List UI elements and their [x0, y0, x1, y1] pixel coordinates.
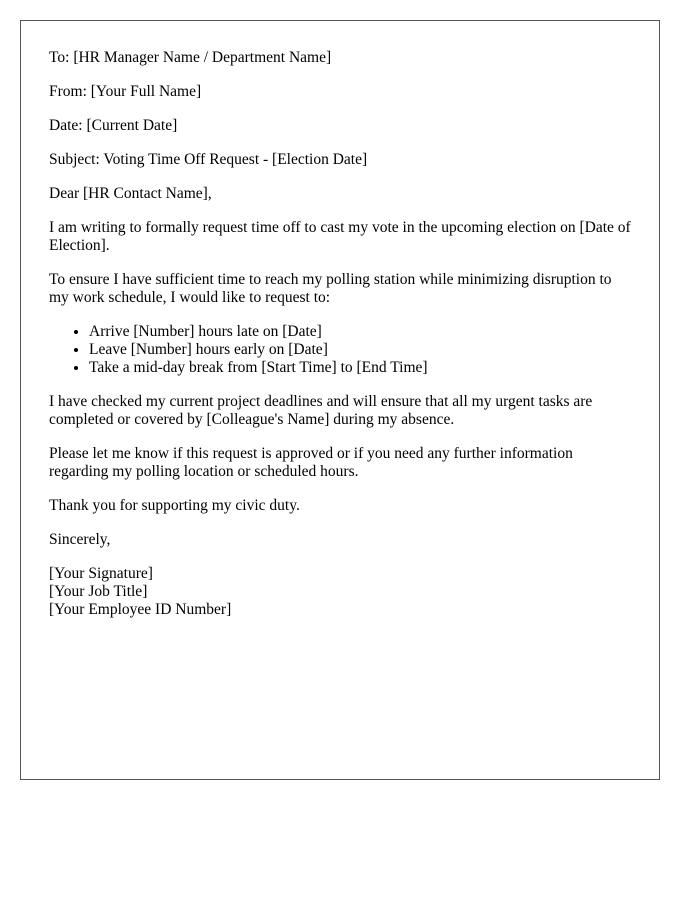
list-item: • Leave [Number] hours early on [Date] — [89, 341, 631, 359]
letter-document — [20, 20, 660, 780]
signature-employee-id: [Your Employee ID Number] — [49, 601, 232, 618]
intro-paragraph: I am writing to formally request time off to cast my vote in the upcoming election on [Date of Election]. — [49, 219, 631, 254]
thanks-paragraph: Thank you for supporting my civic duty. — [49, 497, 300, 514]
list-item: • Take a mid-day break from [Start Time] to [End Time] — [89, 359, 631, 377]
list-item: • Arrive [Number] hours late on [Date] — [89, 323, 631, 341]
closing: Sincerely, — [49, 531, 111, 548]
date-line: Date: [Current Date] — [49, 117, 178, 134]
signature-job-title: [Your Job Title] — [49, 583, 148, 600]
signature-name: [Your Signature] — [49, 565, 153, 582]
request-options-list — [49, 323, 631, 377]
request-lead-paragraph: To ensure I have sufficient time to reach my polling station while minimizing disruption to my work schedule, I would like to request to: — [49, 271, 612, 306]
from-line: From: [Your Full Name] — [49, 83, 202, 100]
subject-line: Subject: Voting Time Off Request - [Election Date] — [49, 151, 368, 168]
to-line: To: [HR Manager Name / Department Name] — [49, 49, 332, 66]
followup-paragraph: Please let me know if this request is approved or if you need any further information regarding my polling location or scheduled hours. — [49, 445, 573, 480]
salutation: Dear [HR Contact Name], — [49, 185, 212, 202]
coverage-paragraph: I have checked my current project deadlines and will ensure that all my urgent tasks are completed or covered by [Colleague's Name] during my absence. — [49, 393, 593, 428]
signature-block — [49, 565, 631, 619]
